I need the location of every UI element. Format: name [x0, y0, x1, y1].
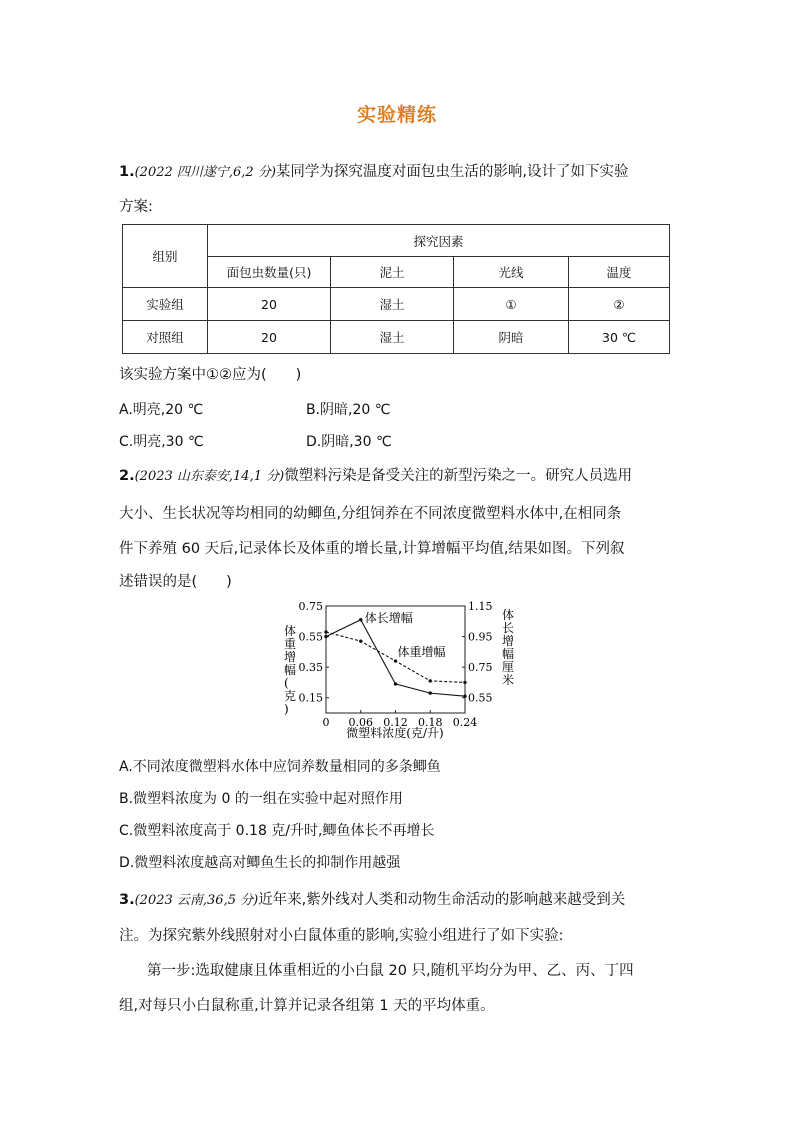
table-cell: 湿土	[331, 288, 454, 321]
y-right-tick-label: 1.15	[468, 600, 493, 613]
axis-label-char: )	[284, 702, 289, 716]
axis-label-char: 米	[502, 673, 515, 687]
table-cell: ②	[569, 288, 670, 321]
data-point	[463, 681, 466, 684]
question-2-line-2: 大小、生长状况等均相同的幼鲫鱼,分组饲养在不同浓度微塑料水体中,在相同条	[119, 506, 622, 522]
table-col-header: 面包虫数量(只)	[208, 257, 331, 288]
question-text: 某同学为探究温度对面包虫生活的影响,设计了如下实验	[275, 164, 629, 180]
option-b: B.微塑料浓度为 0 的一组在实验中起对照作用	[119, 791, 403, 807]
question-2-line-3: 件下养殖 60 天后,记录体长及体重的增长量,计算增幅平均值,结果如图。下列叙	[119, 541, 625, 557]
growth-chart	[280, 595, 520, 745]
table-col-header: 光线	[454, 257, 569, 288]
y-axis-right-label	[502, 607, 514, 687]
table-cell: 30 ℃	[569, 321, 670, 354]
x-tick-label: 0.06	[348, 716, 373, 729]
table-cell: 阴暗	[454, 321, 569, 354]
data-point	[463, 694, 466, 697]
y-left-tick-label: 0.75	[298, 600, 323, 613]
axis-label-char: 增	[502, 634, 515, 648]
y-right-tick-label: 0.95	[468, 630, 493, 644]
axis-label-char: 长	[502, 621, 515, 635]
question-3-line-1	[119, 891, 625, 910]
series-label: 体重增幅	[397, 645, 446, 660]
x-tick-label: 0.24	[452, 716, 478, 729]
option-d: D.阴暗,30 ℃	[306, 434, 392, 450]
y-right-tick-label: 0.55	[468, 691, 493, 705]
table-col-header: 泥土	[331, 257, 454, 288]
data-point	[324, 630, 327, 633]
question-1-stem: 该实验方案中①②应为( )	[119, 367, 302, 383]
question-1-line-1	[119, 163, 629, 182]
table-cell: 实验组	[123, 288, 208, 321]
question-3-line-4: 组,对每只小白鼠称重,计算并记录各组第 1 天的平均体重。	[119, 998, 495, 1014]
axis-label-char: 厘	[502, 660, 515, 674]
data-point	[394, 682, 397, 685]
axis-label-char: 体	[502, 608, 515, 622]
page-title: 实验精练	[356, 104, 437, 126]
question-source: (2022 四川遂宁,6,2 分)	[134, 165, 276, 180]
option-c: C.微塑料浓度高于 0.18 克/升时,鲫鱼体长不再增长	[119, 823, 435, 839]
table-header-group: 组别	[123, 225, 208, 288]
experiment-table	[122, 224, 670, 354]
table-cell: 20	[208, 288, 331, 321]
axis-label-char: (	[284, 676, 289, 690]
question-text: 近年来,紫外线对人类和动物生命活动的影响越来越受到关	[258, 892, 626, 908]
question-2-line-1	[119, 467, 632, 486]
axis-label-char: 幅	[284, 663, 297, 677]
x-tick-label: 0.12	[383, 716, 408, 729]
x-axis-label: 微塑料浓度(克/升)	[346, 726, 444, 740]
axis-label-char: 体	[284, 624, 297, 638]
table-header-factor: 探究因素	[208, 225, 670, 257]
question-1-line-2: 方案:	[119, 199, 153, 215]
question-3-line-3: 第一步:选取健康且体重相近的小白鼠 20 只,随机平均分为甲、乙、丙、丁四	[147, 963, 634, 979]
table-cell: ①	[454, 288, 569, 321]
table-cell: 湿土	[331, 321, 454, 354]
table-cell: 对照组	[123, 321, 208, 354]
data-point	[429, 691, 432, 694]
y-left-tick-label: 0.55	[298, 630, 323, 644]
question-number: 3.	[119, 892, 135, 908]
axis-label-char: 重	[284, 637, 297, 651]
question-number: 2.	[119, 468, 135, 484]
question-text: 微塑料污染是备受关注的新型污染之一。研究人员选用	[284, 468, 633, 484]
data-point	[359, 618, 362, 621]
y-left-tick-label: 0.35	[298, 661, 323, 675]
x-tick-label: 0	[322, 716, 330, 729]
table-cell: 20	[208, 321, 331, 354]
question-source: (2023 山东泰安,14,1 分)	[134, 469, 285, 484]
option-b: B.阴暗,20 ℃	[306, 402, 391, 418]
y-axis-left-label	[284, 623, 296, 716]
y-right-tick-label: 0.75	[468, 661, 493, 675]
question-3-line-2: 注。为探究紫外线照射对小白鼠体重的影响,实验小组进行了如下实验:	[119, 928, 564, 944]
axis-label-char: 克	[284, 689, 297, 703]
option-c: C.明亮,30 ℃	[119, 434, 204, 450]
option-a: A.不同浓度微塑料水体中应饲养数量相同的多条鲫鱼	[119, 759, 441, 775]
option-d: D.微塑料浓度越高对鲫鱼生长的抑制作用越强	[119, 855, 401, 871]
y-left-tick-label: 0.15	[298, 691, 323, 705]
question-source: (2023 云南,36,5 分)	[134, 893, 259, 908]
table-col-header: 温度	[569, 257, 670, 288]
data-point	[324, 635, 327, 638]
axis-label-char: 幅	[502, 647, 515, 661]
data-point	[429, 679, 432, 682]
series-label: 体长增幅	[364, 610, 413, 625]
x-tick-label: 0.18	[418, 716, 443, 729]
option-a: A.明亮,20 ℃	[119, 402, 204, 418]
data-point	[359, 639, 362, 642]
table-row	[123, 288, 670, 321]
table-row	[123, 321, 670, 354]
question-2-line-4: 述错误的是( )	[119, 574, 232, 590]
axis-label-char: 增	[284, 650, 297, 664]
question-number: 1.	[119, 164, 135, 180]
data-point	[394, 659, 397, 662]
